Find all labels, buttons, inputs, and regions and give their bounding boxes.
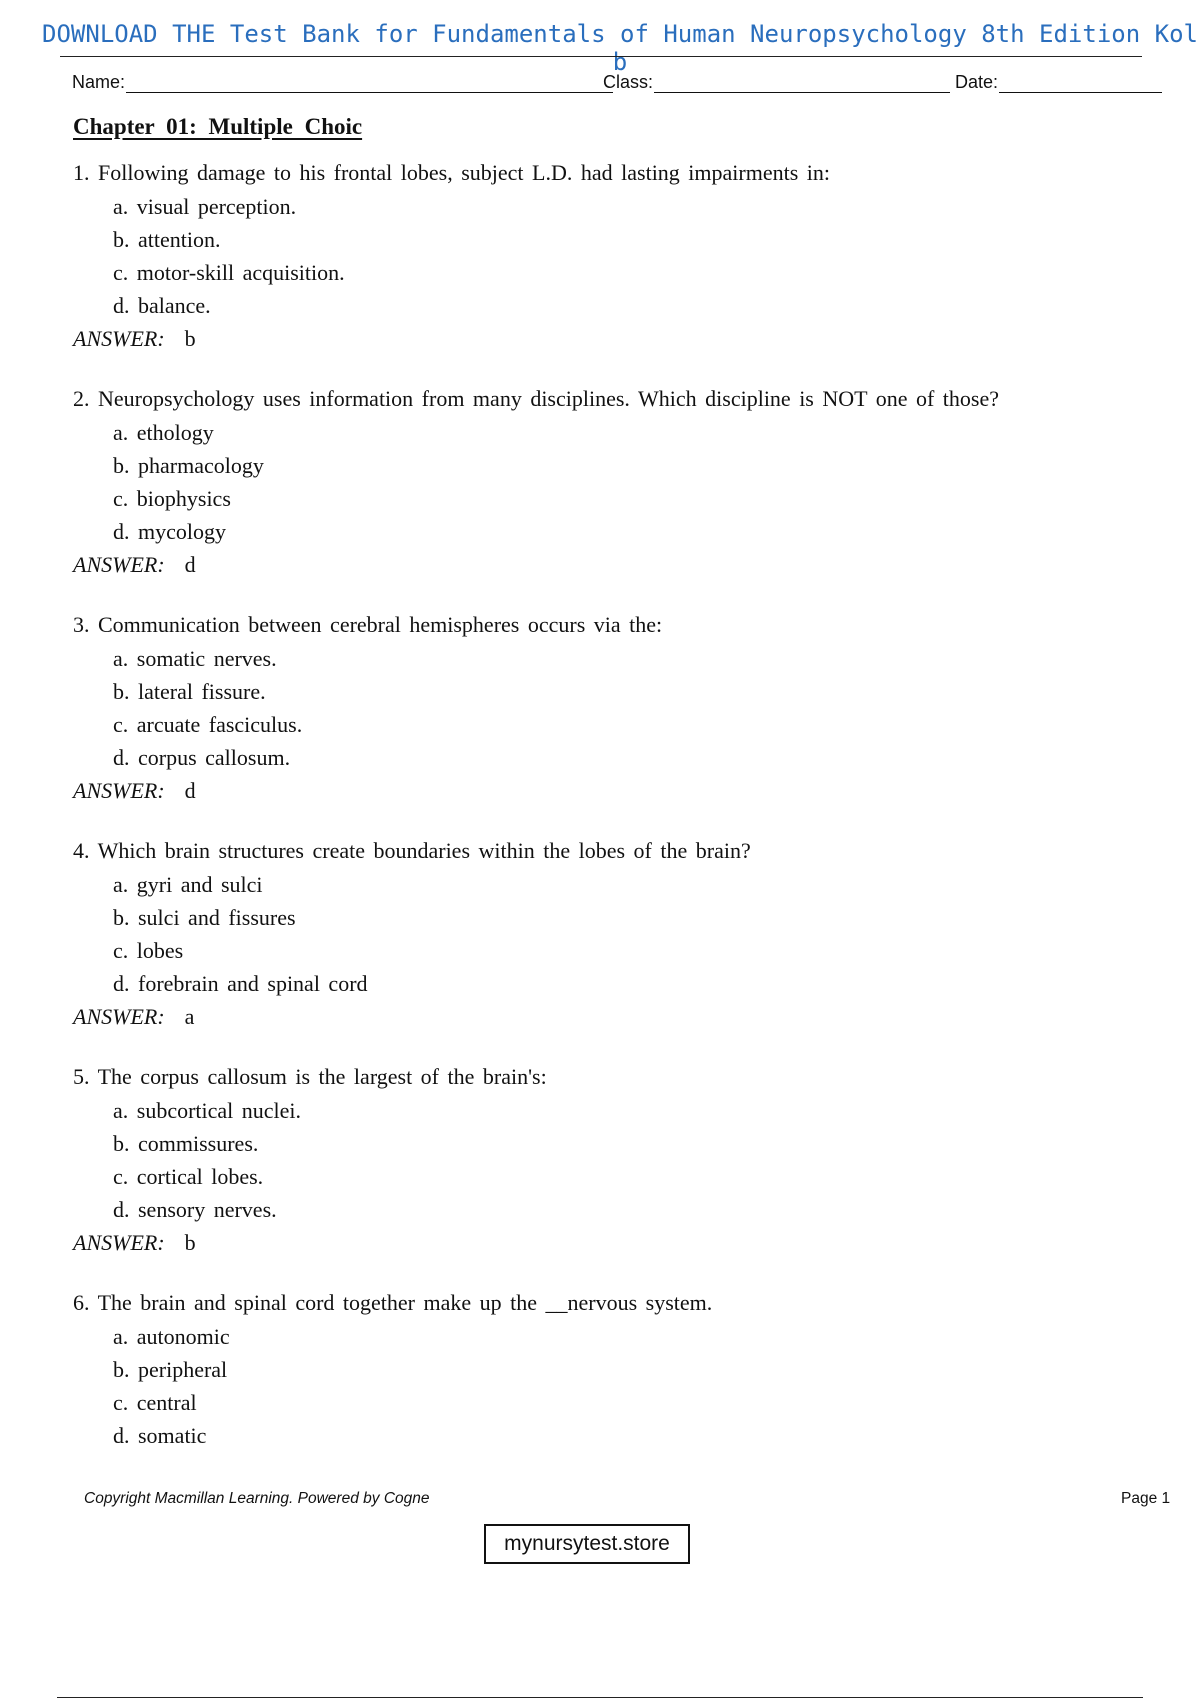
- choice-a: a. subcortical nuclei.: [113, 1098, 302, 1123]
- choice-a: a. ethology: [113, 420, 214, 445]
- choice-b: b. sulci and fissures: [113, 905, 296, 930]
- name-field[interactable]: [72, 72, 613, 93]
- answer-label: ANSWER:: [73, 778, 165, 803]
- choice-c: c. motor-skill acquisition.: [113, 260, 345, 285]
- student-info-header: [72, 72, 1168, 96]
- answer-line: [73, 1230, 1153, 1260]
- choice-d: d. corpus callosum.: [113, 745, 291, 770]
- date-field[interactable]: [955, 72, 1162, 93]
- banner-divider: [60, 56, 1142, 57]
- chapter-title: Chapter 01: Multiple Choic: [73, 114, 363, 139]
- answer-value: d: [184, 552, 196, 577]
- answer-line: [73, 552, 1153, 582]
- question-stem: 4. Which brain structures create boundaries within the lobes of the brain?: [73, 838, 751, 863]
- page-number: Page 1: [1121, 1490, 1171, 1507]
- answer-label: ANSWER:: [73, 326, 165, 351]
- choice-a: a. autonomic: [113, 1324, 230, 1349]
- question-1: [73, 160, 1153, 386]
- name-label: Name:: [72, 72, 126, 92]
- name-blank: [126, 74, 613, 93]
- choice-b: b. lateral fissure.: [113, 679, 266, 704]
- choice-a: a. gyri and sulci: [113, 872, 263, 897]
- date-label: Date:: [955, 72, 999, 92]
- answer-line: [73, 778, 1153, 808]
- class-blank: [654, 74, 950, 93]
- answer-value: b: [184, 1230, 196, 1255]
- choice-a: a. somatic nerves.: [113, 646, 277, 671]
- class-label: Class:: [603, 72, 654, 92]
- question-list: [73, 160, 1153, 1516]
- site-link[interactable]: mynursytest.store: [484, 1524, 690, 1564]
- choice-d: d. somatic: [113, 1423, 207, 1448]
- question-3: [73, 612, 1153, 838]
- question-stem: 1. Following damage to his frontal lobes, subject L.D. had lasting impairments in:: [73, 160, 831, 185]
- answer-label: ANSWER:: [73, 1230, 165, 1255]
- answer-value: d: [184, 778, 196, 803]
- answer-label: ANSWER:: [73, 552, 165, 577]
- answer-line: [73, 326, 1153, 356]
- choice-c: c. central: [113, 1390, 197, 1415]
- copyright-notice: Copyright Macmillan Learning. Powered by Cogne: [84, 1490, 430, 1507]
- choice-c: c. arcuate fasciculus.: [113, 712, 303, 737]
- question-stem: 3. Communication between cerebral hemispheres occurs via the:: [73, 612, 663, 637]
- choice-a: a. visual perception.: [113, 194, 297, 219]
- answer-value: a: [184, 1004, 195, 1029]
- choice-d: d. mycology: [113, 519, 226, 544]
- question-stem: 6. The brain and spinal cord together make up the __nervous system.: [73, 1290, 713, 1315]
- choice-b: b. pharmacology: [113, 453, 264, 478]
- question-6: [73, 1290, 1153, 1516]
- question-5: [73, 1064, 1153, 1290]
- date-blank: [999, 74, 1162, 93]
- choice-d: d. forebrain and spinal cord: [113, 971, 368, 996]
- answer-value: b: [184, 326, 196, 351]
- answer-line: [73, 1004, 1153, 1034]
- bottom-divider: [57, 1697, 1143, 1698]
- question-stem: 5. The corpus callosum is the largest of the brain's:: [73, 1064, 547, 1089]
- question-stem: 2. Neuropsychology uses information from many disciplines. Which discipline is NOT one of those?: [73, 386, 999, 411]
- choice-d: d. sensory nerves.: [113, 1197, 277, 1222]
- download-banner[interactable]: DOWNLOAD THE Test Bank for Fundamentals of Human Neuropsychology 8th Edition Kolb: [42, 20, 1198, 76]
- choice-b: b. peripheral: [113, 1357, 228, 1382]
- question-2: [73, 386, 1153, 612]
- question-4: [73, 838, 1153, 1064]
- choice-b: b. commissures.: [113, 1131, 259, 1156]
- choice-c: c. biophysics: [113, 486, 231, 511]
- choice-c: c. cortical lobes.: [113, 1164, 264, 1189]
- choice-b: b. attention.: [113, 227, 221, 252]
- choice-c: c. lobes: [113, 938, 184, 963]
- choice-d: d. balance.: [113, 293, 211, 318]
- answer-label: ANSWER:: [73, 1004, 165, 1029]
- class-field[interactable]: [603, 72, 950, 93]
